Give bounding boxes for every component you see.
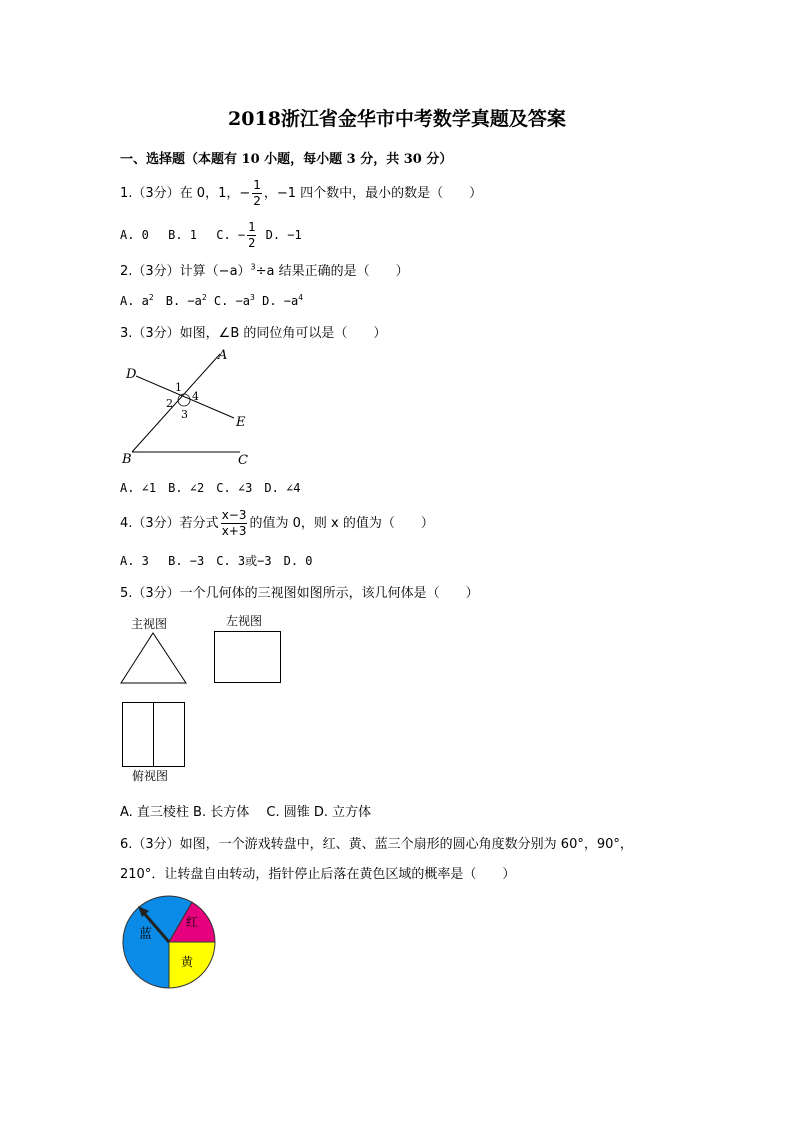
q1-options	[120, 220, 302, 251]
question-1	[120, 178, 482, 209]
q1-frac-den: 2	[253, 194, 261, 208]
label-b: B	[122, 452, 132, 467]
q3-options: A. ∠1 B. ∠2 C. ∠3 D. ∠4	[120, 481, 301, 495]
top-view-rectangle	[122, 702, 185, 767]
spinner-label-yellow: 黄	[181, 955, 194, 969]
q3-geometry-figure	[112, 342, 262, 470]
page-title: 2018浙江省金华市中考数学真题及答案	[228, 108, 566, 130]
q4-options: A. 3 B. −3 C. 3或−3 D. 0	[120, 554, 313, 568]
line-ba	[132, 354, 220, 452]
q2-exponent: 3	[250, 262, 256, 272]
question-6-line-2: 210°．让转盘自由转动，指针停止后落在黄色区域的概率是（ ）	[120, 867, 516, 882]
q1-options-ac: A. 0 B. 1 C. −	[120, 228, 246, 242]
q2-opt-b-exp: 2	[201, 293, 207, 302]
question-3: 3.（3分）如图，∠B 的同位角可以是（ ）	[120, 326, 387, 341]
q2-opt-d: D. −a	[254, 294, 299, 308]
q1-fraction	[252, 178, 262, 209]
spinner-figure	[119, 892, 219, 992]
q4-frac-den: x+3	[221, 524, 247, 538]
q5-options: A. 直三棱柱 B. 长方体 C. 圆锥 D. 立方体	[120, 805, 372, 820]
question-4	[120, 508, 434, 539]
q2-opt-c-exp: 3	[250, 293, 255, 302]
question-6-line-1: 6.（3分）如图，一个游戏转盘中，红、黄、蓝三个扇形的圆心角度数分别为 60°，90°，	[120, 837, 633, 852]
label-angle-2: 2	[166, 397, 173, 410]
q1-opt-frac-num: 1	[248, 220, 256, 234]
q2-opt-a-exp: 2	[148, 293, 154, 302]
top-view-label: 俯视图	[132, 769, 169, 783]
q2-options	[120, 292, 303, 309]
question-5: 5.（3分）一个几何体的三视图如图所示，该几何体是（ ）	[120, 586, 479, 601]
q2-opt-a: A. a	[120, 294, 149, 308]
angle-arc	[178, 394, 190, 406]
q1-prefix: 1.（3分）在 0，1，−	[120, 186, 251, 201]
q4-suffix: 的值为 0，则 x 的值为（ ）	[249, 516, 434, 531]
label-c: C	[238, 453, 248, 468]
q1-option-fraction	[247, 220, 256, 251]
spinner-label-red: 红	[186, 915, 199, 929]
top-view-divider	[153, 703, 154, 766]
q2-text-a: 2.（3分）计算（−a）	[120, 264, 251, 279]
label-d: D	[126, 367, 137, 382]
left-view-rectangle	[214, 631, 281, 683]
q4-prefix: 4.（3分）若分式	[120, 516, 219, 531]
label-angle-1: 1	[175, 381, 182, 394]
q1-option-d: D. −1	[265, 228, 302, 242]
q1-frac-num: 1	[253, 178, 261, 192]
label-e: E	[236, 415, 246, 430]
spinner-label-blue: 蓝	[139, 927, 153, 942]
label-angle-3: 3	[181, 408, 188, 421]
q2-opt-d-exp: 4	[298, 293, 304, 302]
section-heading: 一、选择题（本题有 10 小题，每小题 3 分，共 30 分）	[120, 152, 453, 167]
front-view-triangle	[120, 632, 188, 684]
label-angle-4: 4	[192, 390, 199, 403]
q4-frac-num: x−3	[221, 508, 247, 522]
question-2	[120, 260, 409, 279]
q2-text-b: ÷a 结果正确的是（ ）	[255, 264, 409, 279]
label-a: A	[218, 348, 228, 363]
q1-opt-frac-den: 2	[248, 236, 256, 250]
front-view-label: 主视图	[131, 617, 168, 631]
q2-opt-c: C. −a	[206, 294, 251, 308]
q1-suffix: ，−1 四个数中，最小的数是（ ）	[263, 186, 483, 201]
q4-fraction	[221, 508, 248, 539]
q2-opt-b: B. −a	[153, 294, 202, 308]
left-view-label: 左视图	[226, 614, 263, 628]
